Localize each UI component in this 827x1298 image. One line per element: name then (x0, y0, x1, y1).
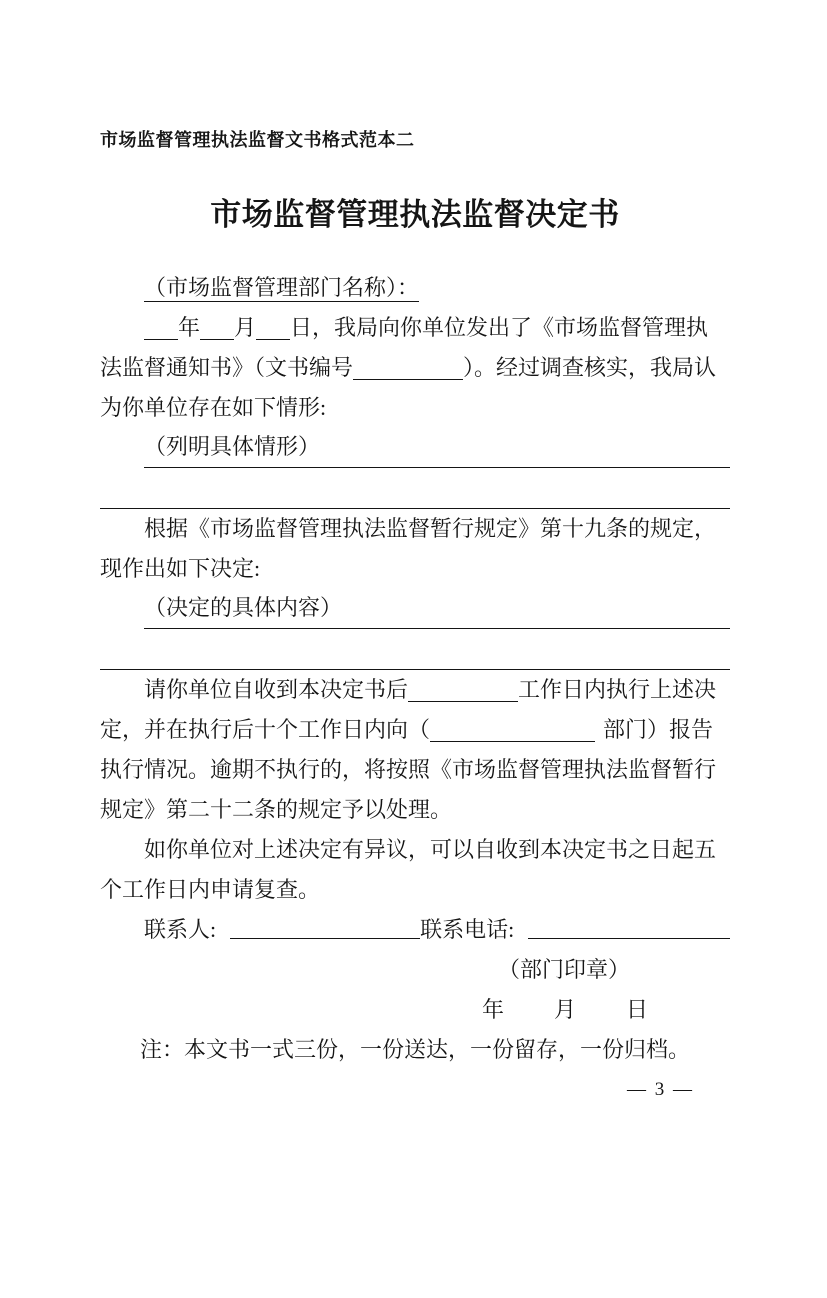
notice-line-3: 为你单位存在如下情形: (100, 395, 327, 420)
contact-line (100, 910, 730, 950)
situation-line (100, 428, 730, 468)
blank-rule-line (100, 468, 730, 509)
notice-text: 日，我局向你单位发出了《市场监督管理执 (290, 315, 709, 340)
note-line: 注：本文书一式三份，一份送达，一份留存，一份归档。 (140, 1037, 691, 1062)
execute-text: 请你单位自收到本决定书后 (144, 677, 409, 702)
objection-text: 如你单位对上述决定有异议，可以自收到本决定书之日起五 (144, 837, 717, 862)
decision-blank-line (342, 589, 730, 629)
decision-placeholder: （决定的具体内容） (144, 589, 342, 629)
contact-person-label: 联系人: (144, 917, 217, 942)
page-number: — 3 — (627, 1079, 694, 1100)
format-label: 市场监督管理执法监督文书格式范本二 (100, 130, 415, 150)
blank-workdays (408, 679, 518, 702)
blank-contact-person (230, 910, 420, 939)
blank-day (256, 317, 290, 340)
notice-line-1 (100, 308, 730, 348)
blank-contact-phone (528, 910, 730, 939)
seal-line: （部门印章） (497, 957, 630, 982)
first-line-indent (100, 910, 144, 950)
blank-month (200, 317, 234, 340)
first-line-indent (100, 589, 144, 629)
recipient-line (100, 268, 730, 308)
basis-text: 根据《市场监督管理执法监督暂行规定》第十九条的规定， (144, 516, 717, 541)
execute-line-1 (100, 670, 730, 710)
notice-text: 月 (234, 315, 257, 340)
execute-text: 定，并在执行后十个工作日内向（ (100, 717, 431, 742)
execute-text: 工作日内执行上述决 (518, 677, 717, 702)
basis-line-1 (100, 509, 730, 549)
blank-rule-line (100, 629, 730, 670)
notice-text: 年 (178, 315, 201, 340)
objection-line-2: 个工作日内申请复查。 (100, 877, 321, 902)
blank-report-department (430, 719, 595, 742)
document-page (0, 128, 827, 1298)
decision-line (100, 589, 730, 629)
objection-line-1 (100, 830, 730, 870)
notice-text: 法监督通知书》（文书编号 (100, 355, 354, 380)
blank-document-number (353, 357, 463, 380)
execute-line-3: 执行情况。逾期不执行的，将按照《市场监督管理执法监督暂行 (100, 757, 717, 782)
notice-line-2 (100, 348, 730, 388)
document-body (100, 268, 730, 1110)
date-line: 年 月 日 (481, 997, 650, 1022)
situation-placeholder: （列明具体情形） (144, 428, 320, 468)
recipient-heading: （市场监督管理部门名称）： (144, 275, 420, 300)
contact-phone-label: 联系电话: (420, 917, 515, 942)
first-line-indent (100, 428, 144, 468)
notice-text: ）。经过调查核实，我局认 (463, 355, 717, 380)
situation-blank-line (320, 428, 730, 468)
basis-line-2: 现作出如下决定: (100, 556, 261, 581)
blank-year (144, 317, 178, 340)
document-title: 市场监督管理执法监督决定书 (210, 197, 620, 232)
execute-line-4: 规定》第二十二条的规定予以处理。 (100, 797, 453, 822)
execute-text: 部门）报告 (603, 717, 714, 742)
execute-line-2 (100, 710, 730, 750)
